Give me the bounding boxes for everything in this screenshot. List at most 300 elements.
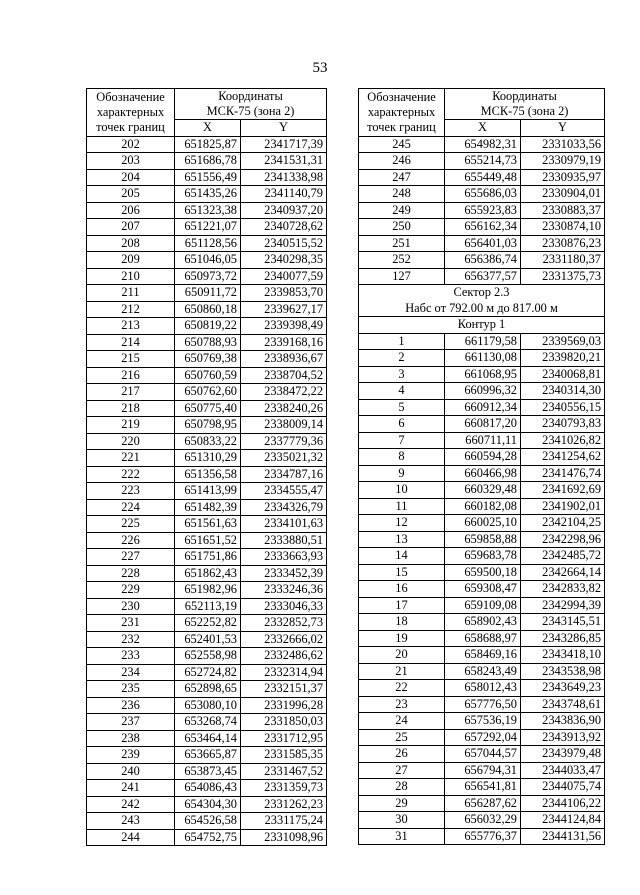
y-cell: 2331585,35 [241,747,327,764]
table-row [87,796,327,813]
point-id-cell: 23 [359,696,445,713]
x-cell: 650788,93 [175,334,241,351]
y-cell: 2331712,95 [241,730,327,747]
x-cell: 659500,18 [445,564,521,581]
table-row [359,465,605,482]
point-id-cell: 209 [87,252,175,269]
x-cell: 660594,28 [445,449,521,466]
point-id-cell: 227 [87,549,175,566]
y-cell: 2339853,70 [241,285,327,302]
y-cell: 2340728,62 [241,219,327,236]
y-cell: 2340314,30 [521,383,605,400]
x-cell: 654526,58 [175,813,241,830]
point-id-cell: 24 [359,713,445,730]
y-cell: 2342664,14 [521,564,605,581]
point-id-cell: 27 [359,762,445,779]
x-cell: 651651,52 [175,532,241,549]
y-cell: 2338704,52 [241,367,327,384]
point-id-cell: 26 [359,746,445,763]
x-cell: 651825,87 [175,136,241,153]
point-id-cell: 236 [87,697,175,714]
y-cell: 2341026,82 [521,432,605,449]
y-cell: 2330979,19 [521,153,605,170]
x-cell: 655776,37 [445,828,521,845]
point-id-cell: 237 [87,714,175,731]
y-cell: 2334787,16 [241,466,327,483]
y-cell: 2341254,62 [521,449,605,466]
table-row [87,747,327,764]
x-cell: 651128,56 [175,235,241,252]
point-id-cell: 9 [359,465,445,482]
x-cell: 651221,07 [175,219,241,236]
point-id-cell: 226 [87,532,175,549]
x-cell: 652898,65 [175,681,241,698]
point-id-cell: 19 [359,630,445,647]
y-cell: 2331175,24 [241,813,327,830]
x-cell: 657536,19 [445,713,521,730]
x-cell: 659109,08 [445,597,521,614]
y-cell: 2340793,83 [521,416,605,433]
x-cell: 651413,99 [175,483,241,500]
table-row [87,582,327,599]
point-id-cell: 21 [359,663,445,680]
x-cell: 659683,78 [445,548,521,565]
y-cell: 2331467,52 [241,763,327,780]
table-row [359,153,605,170]
y-cell: 2339398,49 [241,318,327,335]
x-cell: 650798,95 [175,417,241,434]
x-cell: 653665,87 [175,747,241,764]
point-id-cell: 6 [359,416,445,433]
x-cell: 653873,45 [175,763,241,780]
x-cell: 651310,29 [175,450,241,467]
point-id-cell: 220 [87,433,175,450]
y-cell: 2333663,93 [241,549,327,566]
table-row [359,663,605,680]
x-cell: 650833,22 [175,433,241,450]
table-row [87,664,327,681]
point-id-cell: 241 [87,780,175,797]
table-row [87,483,327,500]
table-row [359,333,605,350]
x-cell: 650760,59 [175,367,241,384]
table-row [359,202,605,219]
y-cell: 2343979,48 [521,746,605,763]
section-title: Сектор 2.3 [359,285,605,301]
x-cell: 651751,86 [175,549,241,566]
x-cell: 652113,19 [175,598,241,615]
point-id-cell: 25 [359,729,445,746]
point-id-cell: 4 [359,383,445,400]
x-cell: 656541,81 [445,779,521,796]
x-column-header: X [175,120,241,137]
x-cell: 651556,49 [175,169,241,186]
x-cell: 656386,74 [445,252,521,269]
x-cell: 658902,43 [445,614,521,631]
point-id-cell: 238 [87,730,175,747]
table-row [87,780,327,797]
point-id-cell: 206 [87,202,175,219]
point-id-cell: 127 [359,268,445,285]
y-cell: 2331033,56 [521,136,605,153]
y-cell: 2340068,81 [521,366,605,383]
table-row [359,136,605,153]
x-cell: 651686,78 [175,153,241,170]
y-cell: 2332852,73 [241,615,327,632]
table-row [359,597,605,614]
table-row [359,548,605,565]
y-cell: 2344033,47 [521,762,605,779]
y-cell: 2342104,25 [521,515,605,532]
point-id-cell: 244 [87,829,175,846]
table-row [359,647,605,664]
point-id-cell: 28 [359,779,445,796]
x-cell: 651046,05 [175,252,241,269]
x-cell: 660329,48 [445,482,521,499]
x-cell: 657044,57 [445,746,521,763]
y-cell: 2334555,47 [241,483,327,500]
point-id-cell: 246 [359,153,445,170]
y-cell: 2338009,14 [241,417,327,434]
point-id-cell: 31 [359,828,445,845]
x-cell: 656377,57 [445,268,521,285]
y-cell: 2340556,15 [521,399,605,416]
y-cell: 2342833,82 [521,581,605,598]
point-id-cell: 229 [87,582,175,599]
x-cell: 661179,58 [445,333,521,350]
y-cell: 2341692,69 [521,482,605,499]
x-cell: 650769,38 [175,351,241,368]
table-row [359,828,605,845]
point-id-cell: 208 [87,235,175,252]
x-cell: 656032,29 [445,812,521,829]
coordinates-table-right [358,88,605,845]
y-cell: 2335021,32 [241,450,327,467]
table-row [87,565,327,582]
right-table-body-top [359,136,605,285]
point-id-cell: 225 [87,516,175,533]
table-row [87,549,327,566]
point-id-cell: 249 [359,202,445,219]
y-cell: 2341476,74 [521,465,605,482]
point-id-cell: 245 [359,136,445,153]
y-cell: 2332314,94 [241,664,327,681]
point-id-cell: 228 [87,565,175,582]
table-row [359,779,605,796]
table-row [359,713,605,730]
point-id-cell: 7 [359,432,445,449]
y-cell: 2333880,51 [241,532,327,549]
y-cell: 2344075,74 [521,779,605,796]
point-id-cell: 8 [359,449,445,466]
table-row [87,631,327,648]
y-cell: 2330904,01 [521,186,605,203]
point-id-cell: 13 [359,531,445,548]
point-id-cell: 216 [87,367,175,384]
point-id-cell: 29 [359,795,445,812]
x-cell: 660912,34 [445,399,521,416]
y-cell: 2342298,96 [521,531,605,548]
x-cell: 654752,75 [175,829,241,846]
x-cell: 660466,98 [445,465,521,482]
table-row [87,714,327,731]
point-id-cell: 242 [87,796,175,813]
y-cell: 2331180,37 [521,252,605,269]
y-cell: 2331996,28 [241,697,327,714]
table-row [87,318,327,335]
point-id-cell: 3 [359,366,445,383]
x-cell: 658688,97 [445,630,521,647]
x-cell: 654086,43 [175,780,241,797]
table-row [87,813,327,830]
point-id-cell: 10 [359,482,445,499]
x-cell: 650860,18 [175,301,241,318]
coordinates-header: Координаты МСК-75 (зона 2) [445,89,605,120]
y-cell: 2332486,62 [241,648,327,665]
table-row [87,301,327,318]
table-row [359,416,605,433]
table-row [87,417,327,434]
table-row [87,384,327,401]
y-cell: 2334101,63 [241,516,327,533]
table-row [359,268,605,285]
y-cell: 2334326,79 [241,499,327,516]
table-row [87,186,327,203]
table-row [359,795,605,812]
contour-title: Контур 1 [359,317,605,334]
y-cell: 2332151,37 [241,681,327,698]
point-id-cell: 22 [359,680,445,697]
point-id-cell: 232 [87,631,175,648]
point-id-cell: 12 [359,515,445,532]
point-id-cell: 240 [87,763,175,780]
x-cell: 652724,82 [175,664,241,681]
point-id-cell: 230 [87,598,175,615]
table-row [359,762,605,779]
point-id-cell: 212 [87,301,175,318]
y-cell: 2343418,10 [521,647,605,664]
x-cell: 651356,58 [175,466,241,483]
x-cell: 651982,96 [175,582,241,599]
point-id-cell: 243 [87,813,175,830]
y-cell: 2339569,03 [521,333,605,350]
x-cell: 650819,22 [175,318,241,335]
y-cell: 2330874,10 [521,219,605,236]
point-id-cell: 16 [359,581,445,598]
y-cell: 2332666,02 [241,631,327,648]
y-cell: 2341902,01 [521,498,605,515]
y-cell: 2343748,61 [521,696,605,713]
table-row [359,432,605,449]
table-row [87,516,327,533]
point-id-cell: 233 [87,648,175,665]
point-id-cell: 231 [87,615,175,632]
table-row [87,219,327,236]
x-cell: 651482,39 [175,499,241,516]
point-id-cell: 251 [359,235,445,252]
point-column-header: Обозначение характерных точек границ [87,89,175,137]
page-number: 53 [312,60,328,76]
y-cell: 2338472,22 [241,384,327,401]
x-cell: 661130,08 [445,350,521,367]
section-subtitle: Набс от 792.00 м до 817.00 м [359,301,605,317]
point-id-cell: 11 [359,498,445,515]
x-cell: 655923,83 [445,202,521,219]
x-column-header: X [445,120,521,137]
y-cell: 2340515,52 [241,235,327,252]
table-row [87,450,327,467]
table-row [87,400,327,417]
y-cell: 2331850,03 [241,714,327,731]
point-id-cell: 214 [87,334,175,351]
y-cell: 2341531,31 [241,153,327,170]
x-cell: 659858,88 [445,531,521,548]
x-cell: 654304,30 [175,796,241,813]
point-id-cell: 247 [359,169,445,186]
point-id-cell: 202 [87,136,175,153]
x-cell: 656794,31 [445,762,521,779]
table-row [359,252,605,269]
point-id-cell: 15 [359,564,445,581]
table-row [359,399,605,416]
y-cell: 2342994,39 [521,597,605,614]
x-cell: 653464,14 [175,730,241,747]
y-cell: 2343538,98 [521,663,605,680]
table-row [87,268,327,285]
y-cell: 2343145,51 [521,614,605,631]
table-row [87,598,327,615]
table-row [359,235,605,252]
table-row [87,681,327,698]
x-cell: 656287,62 [445,795,521,812]
x-cell: 658012,43 [445,680,521,697]
x-cell: 655686,03 [445,186,521,203]
y-cell: 2342485,72 [521,548,605,565]
table-row [87,202,327,219]
y-cell: 2343286,85 [521,630,605,647]
table-row [359,449,605,466]
table-row [87,829,327,846]
section-header [359,285,605,334]
y-column-header: Y [241,120,327,137]
x-cell: 653268,74 [175,714,241,731]
table-row [359,729,605,746]
point-id-cell: 14 [359,548,445,565]
table-row [87,136,327,153]
table-row [359,746,605,763]
left-table-body [87,136,327,846]
table-row [359,169,605,186]
point-id-cell: 17 [359,597,445,614]
y-cell: 2330935,97 [521,169,605,186]
y-cell: 2343649,23 [521,680,605,697]
point-id-cell: 239 [87,747,175,764]
y-cell: 2330876,23 [521,235,605,252]
point-id-cell: 210 [87,268,175,285]
point-id-cell: 248 [359,186,445,203]
x-cell: 650775,40 [175,400,241,417]
point-id-cell: 234 [87,664,175,681]
point-id-cell: 215 [87,351,175,368]
point-id-cell: 203 [87,153,175,170]
x-cell: 655449,48 [445,169,521,186]
y-cell: 2333246,36 [241,582,327,599]
table-row [359,581,605,598]
table-row [359,186,605,203]
point-id-cell: 18 [359,614,445,631]
table-row [87,153,327,170]
point-id-cell: 207 [87,219,175,236]
table-row [359,680,605,697]
table-row [359,219,605,236]
point-id-cell: 219 [87,417,175,434]
y-cell: 2344106,22 [521,795,605,812]
table-row [87,730,327,747]
table-row [87,351,327,368]
x-cell: 650762,60 [175,384,241,401]
x-cell: 655214,73 [445,153,521,170]
x-cell: 653080,10 [175,697,241,714]
point-id-cell: 1 [359,333,445,350]
table-row [87,285,327,302]
x-cell: 651862,43 [175,565,241,582]
x-cell: 660817,20 [445,416,521,433]
table-row [359,812,605,829]
y-cell: 2339627,17 [241,301,327,318]
table-row [87,169,327,186]
point-id-cell: 211 [87,285,175,302]
point-id-cell: 218 [87,400,175,417]
table-row [87,648,327,665]
table-row [359,696,605,713]
y-cell: 2341717,39 [241,136,327,153]
y-cell: 2331262,23 [241,796,327,813]
y-cell: 2333046,33 [241,598,327,615]
x-cell: 657292,04 [445,729,521,746]
table-row [87,433,327,450]
table-row [87,697,327,714]
y-cell: 2331359,73 [241,780,327,797]
x-cell: 654982,31 [445,136,521,153]
x-cell: 650911,72 [175,285,241,302]
point-id-cell: 204 [87,169,175,186]
table-row [87,615,327,632]
point-id-cell: 235 [87,681,175,698]
table-row [359,630,605,647]
table-row [87,466,327,483]
table-row [359,482,605,499]
x-cell: 657776,50 [445,696,521,713]
point-id-cell: 213 [87,318,175,335]
table-row [359,515,605,532]
y-cell: 2341338,98 [241,169,327,186]
right-table-body-bottom [359,333,605,845]
point-id-cell: 223 [87,483,175,500]
x-cell: 651323,38 [175,202,241,219]
y-cell: 2331375,73 [521,268,605,285]
x-cell: 660182,08 [445,498,521,515]
point-id-cell: 30 [359,812,445,829]
x-cell: 658243,49 [445,663,521,680]
table-row [359,614,605,631]
x-cell: 659308,47 [445,581,521,598]
y-cell: 2338936,67 [241,351,327,368]
x-cell: 660025,10 [445,515,521,532]
table-row [359,564,605,581]
y-cell: 2343836,90 [521,713,605,730]
table-row [87,367,327,384]
point-id-cell: 250 [359,219,445,236]
